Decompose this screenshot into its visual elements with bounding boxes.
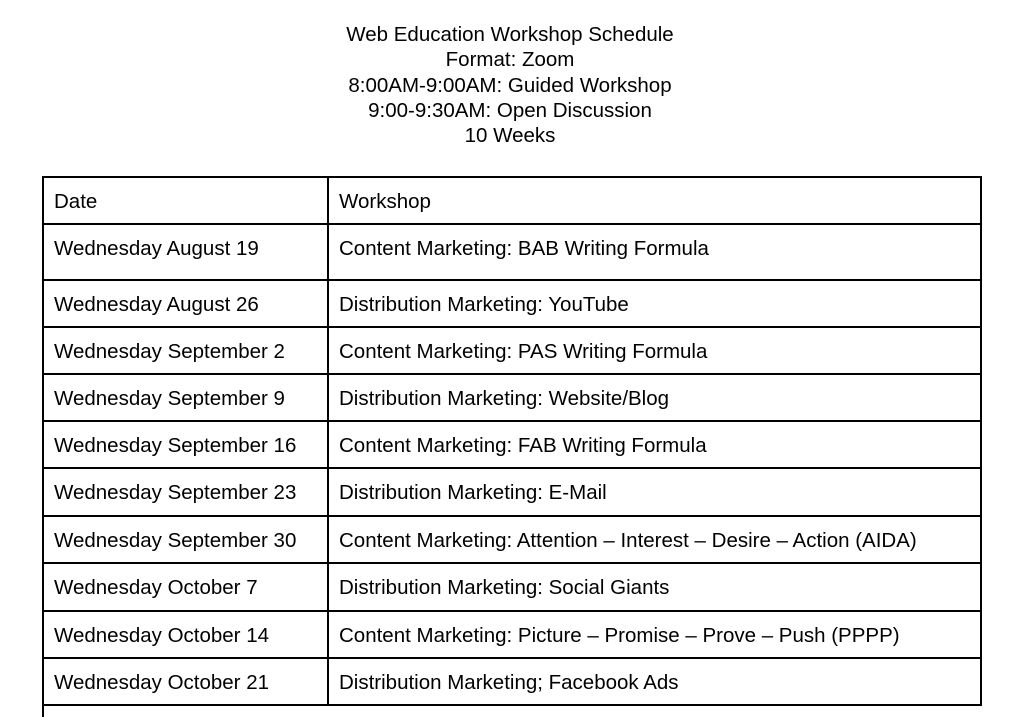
date-cell: Wednesday August 19 [43,224,328,280]
table-row [43,611,981,658]
format-line: Format: Zoom [445,48,575,72]
table-row [43,327,981,374]
table-row [43,563,981,611]
workshop-cell: Distribution Marketing: Social Giants [328,563,981,611]
workshop-cell: Distribution Marketing: YouTube [328,280,981,327]
date-cell: Wednesday September 30 [43,516,328,563]
schedule-header [0,22,1015,148]
date-cell: Wednesday October 7 [43,563,328,611]
table-row [43,658,981,705]
workshop-cell: Content Marketing: BAB Writing Formula [328,224,981,280]
column-header-date: Date [43,177,328,224]
date-cell: Wednesday September 9 [43,374,328,421]
table-row [43,421,981,468]
duration-line: 10 Weeks [464,124,556,148]
table-row [43,280,981,327]
table-continuation-border [42,705,44,717]
session-guided-workshop: 8:00AM-9:00AM: Guided Workshop [348,73,672,97]
table-header-row [43,177,981,224]
workshop-cell: Content Marketing: Attention – Interest – Desire – Action (AIDA) [328,516,981,563]
table-row [43,224,981,280]
document-title: Web Education Workshop Schedule [346,23,674,46]
table-row [43,516,981,563]
workshop-cell: Content Marketing: Picture – Promise – Prove – Push (PPPP) [328,611,981,658]
workshop-cell: Distribution Marketing: Website/Blog [328,374,981,421]
date-cell: Wednesday September 16 [43,421,328,468]
date-cell: Wednesday October 14 [43,611,328,658]
date-cell: Wednesday October 21 [43,658,328,705]
date-cell: Wednesday September 2 [43,327,328,374]
schedule-table [42,176,982,706]
date-cell: Wednesday August 26 [43,280,328,327]
table-row [43,468,981,516]
column-header-workshop: Workshop [328,177,981,224]
workshop-cell: Content Marketing: FAB Writing Formula [328,421,981,468]
workshop-cell: Content Marketing: PAS Writing Formula [328,327,981,374]
date-cell: Wednesday September 23 [43,468,328,516]
session-open-discussion: 9:00-9:30AM: Open Discussion [368,98,652,122]
workshop-cell: Distribution Marketing; Facebook Ads [328,658,981,705]
table-row [43,374,981,421]
workshop-cell: Distribution Marketing: E-Mail [328,468,981,516]
